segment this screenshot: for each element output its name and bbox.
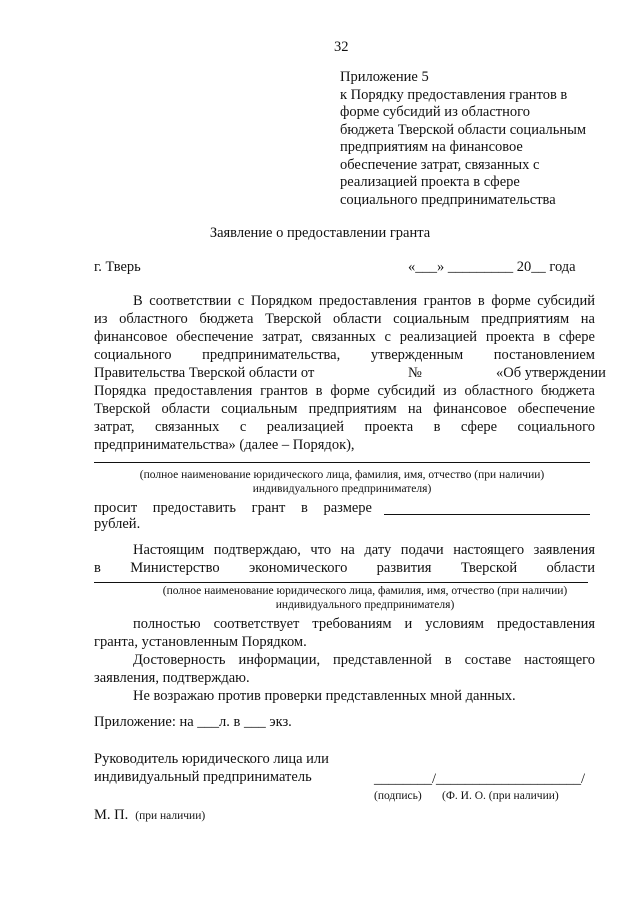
city: г. Тверь — [94, 259, 141, 275]
document-title: Заявление о предоставлении гранта — [209, 225, 431, 241]
confirm-line: Настоящим подтверждаю, что на дату подачи настоящего заявления — [133, 542, 595, 558]
signatory-title: индивидуальный предприниматель — [94, 769, 312, 785]
grant-request-text: просит предоставить грант в размере — [94, 500, 372, 516]
paragraph-line: социального предпринимательства, утвержденным постановлением — [94, 347, 595, 363]
appendix-title: Приложение 5 — [340, 69, 429, 85]
paragraph-line: из областного бюджета Тверской области социальным предприятиям на — [94, 311, 595, 327]
page-number: 32 — [334, 39, 349, 55]
appendix-line: обеспечение затрат, связанных с — [340, 156, 540, 173]
appendix-line: бюджета Тверской области социальным — [340, 121, 587, 138]
reliability-line: заявления, подтверждаю. — [94, 670, 250, 686]
name-caption: (Ф. И. О. (при наличии) — [442, 790, 559, 802]
paragraph-line: предпринимательства» (далее – Порядок), — [94, 437, 355, 453]
seal-note: (при наличии) — [135, 810, 206, 822]
signature-caption: (подпись) — [374, 790, 422, 802]
number-sign: № — [408, 365, 422, 381]
paragraph-line: Порядка предоставления грантов в форме субсидий из областного бюджета — [94, 383, 595, 399]
date-line: «___» _________ 20__ года — [408, 259, 576, 275]
signature-line: ________/____________________/ — [374, 771, 586, 787]
paragraph-line: финансовое обеспечение затрат, связанных с реализацией проекта в сфере — [94, 329, 595, 345]
applicant-name-line — [94, 462, 590, 463]
no-objection: Не возражаю против проверки представленных мной данных. — [133, 688, 516, 704]
paragraph-line: затрат, связанных с реализацией проекта в сфере социального — [94, 419, 595, 435]
signatory-title: Руководитель юридического лица или — [94, 751, 329, 767]
applicant-name-line-2 — [94, 582, 588, 583]
compliance-line: гранта, установленным Порядком. — [94, 634, 307, 650]
applicant-caption: (полное наименование юридического лица, фамилия, имя, отчество (при наличии) — [139, 469, 545, 481]
applicant-caption: индивидуального предпринимателя) — [252, 483, 432, 495]
reliability-line: Достоверность информации, представленной в составе настоящего — [133, 652, 595, 668]
grant-currency: рублей. — [94, 516, 141, 532]
seal-label: М. П. — [94, 807, 129, 823]
grant-amount-line — [384, 514, 590, 515]
paragraph-line: Правительства Тверской области от — [94, 365, 315, 381]
confirm-line: в Министерство экономического развития Тверской области — [94, 560, 595, 576]
appendix-line: реализацией проекта в сфере — [340, 174, 520, 190]
appendix-line: социального предпринимательства — [340, 191, 556, 208]
applicant-caption-2: (полное наименование юридического лица, фамилия, имя, отчество (при наличии) — [162, 585, 568, 597]
appendix-line: форме субсидий из областного — [340, 104, 530, 120]
applicant-caption-2: индивидуального предпринимателя) — [275, 599, 455, 611]
compliance-line: полностью соответствует требованиям и условиям предоставления — [133, 616, 595, 632]
seal-block — [94, 806, 205, 824]
paragraph-line: «Об утверждении — [496, 365, 606, 381]
attachment-line: Приложение: на ___л. в ___ экз. — [94, 714, 292, 730]
appendix-line: предприятиям на финансовое — [340, 139, 523, 155]
paragraph-line: Тверской области социальным предприятиям на финансовое обеспечение — [94, 401, 595, 417]
appendix-line: к Порядку предоставления грантов в — [340, 86, 568, 103]
paragraph-line: В соответствии с Порядком предоставления грантов в форме субсидий — [133, 293, 595, 309]
